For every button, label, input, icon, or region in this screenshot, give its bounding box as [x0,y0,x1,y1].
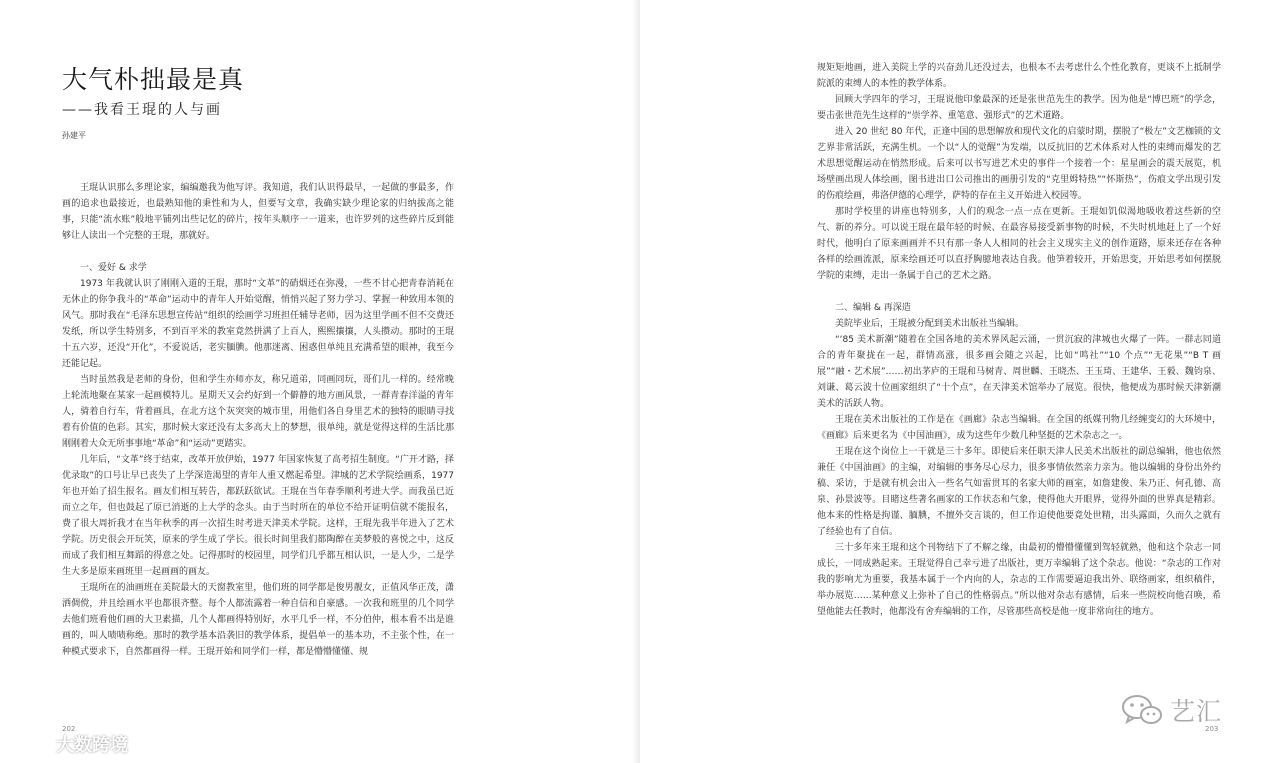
k-logo-icon [6,733,52,755]
right-text-column [817,60,1221,700]
wechat-icon [1120,693,1164,727]
paragraph: 王琨认识那么多理论家，编编邀我为他写评。我知道，我们认识得最早，一起做的事最多，作画的追求也最接近，也最熟知他的秉性和为人，但要写文章，我确实缺少理论家的归纳拔高之能事，只能“流水账”般地平铺列出些记忆的碎片，按年头顺序一一道来，也许罗列的这些碎片反到能够让人读出一个完整的王琨，那就好。 [62,183,454,241]
watermark-right-text: 艺汇 [1170,697,1223,726]
paragraph: 王琨在这个岗位上一干就是三十多年。即使后来任职天津人民美术出版社的副总编辑，他也依然兼任《中国油画》的主编，对编辑的事务尽心尽力，很多事情依然亲力亲为。他以编辑的身份出外约稿、采访，于是就有机会出入一些名气如雷贯耳的名家大师的画室，如詹建俊、朱乃正、何孔德、高泉、孙景波等。目睹这些著名画家的工作状态和气象，使得他大开眼界，觉得外面的世界真是精彩。他本来的性格是拘谨、腼腆，不擅外交言谈的，但工作迫使他要竟处世精，出头露面，久而久之就有了经验也有了自信。 [817,447,1221,537]
paragraph: 三十多年来王琨和这个刊物结下了不解之缘，由最初的懵懵懂懂到驾轻就熟，他和这个杂志一同成长，一同成熟起来。王琨觉得自己幸亏进了出版社，更万幸编辑了这个杂志。他说：“杂志的工作对我的影响尤为重要，我基本属于一个内向的人，杂志的工作需要逼迫我出外、联络画家，组织稿件，举办展览……某种意义上弥补了自己的性格弱点。”所以他对杂志有感情，后来一些院校向他召唤，希望他能去任教时，他都没有舍弃编辑的工作，尽管那些高校是他一度非常向往的地方。 [817,543,1221,617]
section-heading: 一、爱好 & 求学 [80,263,147,273]
paragraph: 进入 20 世纪 80 年代，正逢中国的思想解放和现代文化的启蒙时期，摆脱了“极左”文艺枷锁的文艺界非常活跃，充满生机。一个以“人的觉醒”为发端，以反抗旧的艺术体系对人性的束缚而爆发的艺术思想觉醒运动在悄然形成。后来可以书写进艺术史的事件一个接着一个：星星画会的震天展览，机场壁画出现人体绘画，图书进出口公司推出的画册引发的“克里姆特热”“怀斯热”，伤痕文学出现引发的伤痕绘画，弗洛伊德的心理学，萨特的存在主义开始进入校园等。 [817,127,1221,201]
paragraph: 回顾大学四年的学习，王琨说他印象最深的还是张世范先生的教学。因为他是“博巴班”的学念，要击张世范先生这样的“崇学养、重笔意、强形式”的艺术道路。 [817,95,1221,121]
paragraph: 规矩矩地画，进入美院上学的兴奋劲儿还没过去，也根本不去考虑什么个性化教育，更谈不上抵制学院派的束缚人的本性的教学体系。 [817,63,1221,89]
paragraph: 那时学校里的讲座也特别多，人们的观念一点一点在更新。王琨如饥似渴地吸收着这些新的空气、新的养分。可以说王琨在最年轻的时候、在最容易接受新事物的时候，不失时机地赶上了一个好时代，他明白了原来画画并不只有那一条人人相同的社会主义现实主义的创作道路，原来还存在各种各样的绘画流派，原来绘画还可以直抒胸臆地表达自我。他笋着较开，开始思变，开始思考如何摆脱学院的束缚，走出一条属于自己的艺术之路。 [817,207,1221,281]
article-subtitle: ——我看王琨的人与画 [62,102,222,118]
paragraph: 1973 年我就认识了刚刚入道的王琨，那时“文革”的硝烟还在弥漫，一些不甘心把青春消耗在无休止的你争我斗的“革命”运动中的青年人开始觉醒，悄悄兴起了努力学习、掌握一种致用本领的风气。那时我在“毛泽东思想宣传站”组织的绘画学习班担任辅导老师，因为这里学画不但不交费还发纸，所以学生特别多，不到百平米的教室竟然拼满了上百人，熙熙攘攘，人头攒动。那时的王琨十五六岁，还没“开化”，不爱说话，老实腼腆。他那迷离、困惑但单纯且充满希望的眼神，我至今还能记起。 [62,279,454,369]
paragraph: 当时虽然我是老师的身份，但和学生亦师亦友，称兄道弟，同画同玩，哥们儿一样的。经常晚上轮流地聚在某家一起画模特儿。星期天又会约好到一个僻静的地方画风景，一群青春洋溢的青年人，骑着自行车，背着画具，在北方这个灰突突的城市里，用他们各自身里艺术的独特的眼睛寻找着有价值的色彩。其实，那时候大家还没有太多高大上的梦想，很单纯，就是觉得这样的生活比那刚刚着大众无所事事地“革命”和“运动”更踏实。 [62,375,454,449]
paragraph: 美院毕业后，王琨被分配到美术出版社当编辑。 [835,319,1025,329]
author-name: 孙建平 [62,131,86,140]
watermark-left-text: 大数跨境 [56,735,128,756]
paragraph: 几年后，“文革”终于结束，改革开放伊始，1977 年国家恢复了高考招生制度。“广开才路，择优录取”的口号让早已丧失了上学深造渴望的青年人重又燃起希望。津城的艺术学院绘画系，1977 年也开始了招生报名。画友们相互转告，都跃跃欲试。王琨在当年春季顺利考进大学。而我虽已近而立之年，但也鼓起了原已消逝的上大学的念头。由于当时所在的单位不给开证明信就不能报名，费了很大周折我才在当年秋季的再一次招生时考进天津美术学院。这样，王琨先我半年进入了艺术学院。历史很会开玩笑，原来的学生成了学长。很长时间里我们都陶醉在美梦般的喜悦之中，这反而成了我们相互舞蹈的得意之处。记得那时的校园里，同学们几乎都互相认识，一是人少，二是学生大多是原来画班里一起画画的画友。 [62,455,454,577]
paragraph: 王琨所在的油画班在美院最大的天窗教室里，他们班的同学都是俊男靓女，正值风华正茂，潇洒倜傥，并且绘画水平也都很齐整。每个人都流露着一种自信和自豪感。一次我和班里的几个同学去他们班看他们画的大卫素描，几个人都画得特别好，水平几乎一样，不分伯仲，根本看不出是谁画的，叫人啧啧称绝。那时的教学基本沿袭旧的教学体系，提倡单一的基本功，不主张个性，在一种模式要求下，自然都画得一样。王琨开始和同学们一样，都是懵懵懂懂、规 [62,583,454,657]
page-number-right: 203 [1205,725,1219,733]
page-number-left: 202 [62,725,76,733]
section-heading: 二、编辑 & 再深造 [835,303,911,313]
watermark-right [1120,692,1222,728]
watermark-left [6,731,128,757]
paragraph: “‘85 美术新潮”随着在全国各地的美术界风起云涌，一贯沉寂的津城也火爆了一阵。一群志同道合的青年聚拢在一起，群情高涨，很多画会随之兴起，比如“鸣社”“10 个点”“无花果”“B T 画展”“融・艺术展”……初出茅庐的王琨和马树青、周世麟、王晓杰、王玉琦、王建华、王毅、魏钧泉、刘谦、葛云波十位画家组织了“十个点”，在天津美术馆举办了展览。很快，他便成为那时候天津新潮美术的活跃人物。 [817,335,1221,409]
article-title: 大气朴拙最是真 [62,65,245,94]
left-text-column [62,180,454,720]
paragraph: 王琨在美术出版社的工作是在《画廊》杂志当编辑。在全国的纸媒刊物几经缠变幻的大环境中，《画廊》后来更名为《中国油画》，成为这些年少数几种坚挺的艺术杂志之一。 [817,415,1221,441]
